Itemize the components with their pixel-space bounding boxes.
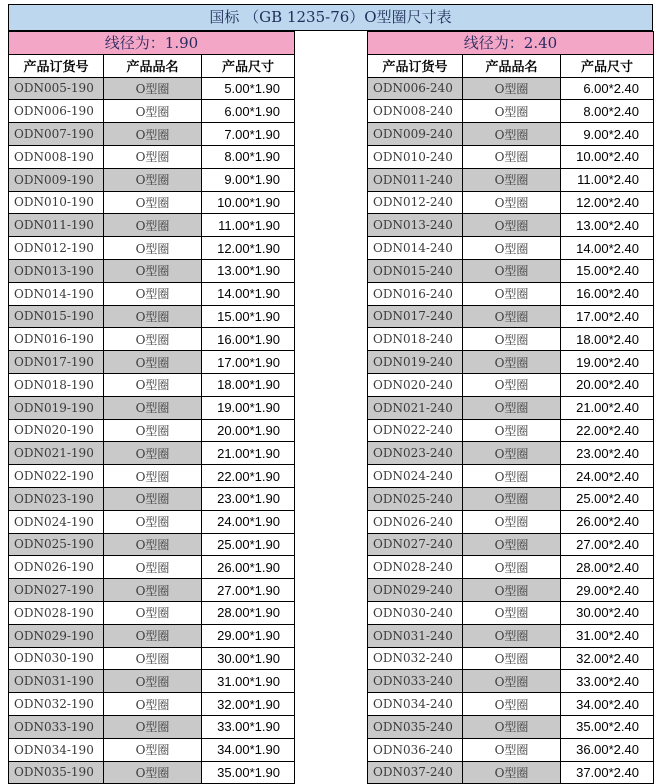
product-size-cell: 25.00*1.90: [202, 533, 295, 556]
product-size-cell: 13.00*2.40: [561, 214, 654, 237]
product-name-cell: O型圈: [463, 214, 561, 237]
table-row: [368, 715, 654, 738]
product-size-cell: 24.00*1.90: [202, 510, 295, 533]
table-row: [368, 282, 654, 305]
order-code-cell: ODN034-240: [368, 693, 463, 716]
product-size-cell: 19.00*2.40: [561, 351, 654, 374]
product-size-cell: 34.00*2.40: [561, 693, 654, 716]
product-name-cell: O型圈: [463, 510, 561, 533]
product-name-cell: O型圈: [463, 670, 561, 693]
order-code-cell: ODN023-240: [368, 442, 463, 465]
table-row: [9, 191, 295, 214]
product-size-cell: 28.00*2.40: [561, 556, 654, 579]
product-name-cell: O型圈: [463, 601, 561, 624]
table-row: [9, 100, 295, 123]
table-row: [9, 328, 295, 351]
product-name-cell: O型圈: [463, 556, 561, 579]
order-code-cell: ODN025-240: [368, 487, 463, 510]
order-code-cell: ODN031-240: [368, 624, 463, 647]
product-size-cell: 29.00*1.90: [202, 624, 295, 647]
product-name-cell: O型圈: [104, 373, 202, 396]
product-name-cell: O型圈: [104, 465, 202, 488]
order-code-cell: ODN012-240: [368, 191, 463, 214]
order-code-cell: ODN026-240: [368, 510, 463, 533]
table-row: [9, 624, 295, 647]
product-size-cell: 34.00*1.90: [202, 738, 295, 761]
product-size-cell: 22.00*1.90: [202, 465, 295, 488]
product-size-cell: 28.00*1.90: [202, 601, 295, 624]
order-code-cell: ODN008-190: [9, 145, 104, 168]
table-row: [9, 579, 295, 602]
product-size-cell: 33.00*1.90: [202, 715, 295, 738]
order-code-cell: ODN016-240: [368, 282, 463, 305]
product-size-cell: 15.00*2.40: [561, 259, 654, 282]
product-name-cell: O型圈: [463, 77, 561, 100]
product-name-cell: O型圈: [104, 693, 202, 716]
product-size-cell: 9.00*2.40: [561, 123, 654, 146]
table-row: [368, 465, 654, 488]
table-row: [368, 373, 654, 396]
table-row: [9, 373, 295, 396]
order-code-cell: ODN006-190: [9, 100, 104, 123]
product-size-cell: 16.00*1.90: [202, 328, 295, 351]
product-name-cell: O型圈: [104, 556, 202, 579]
product-size-cell: 10.00*2.40: [561, 145, 654, 168]
table-row: [9, 396, 295, 419]
table-row: [368, 647, 654, 670]
order-code-cell: ODN021-240: [368, 396, 463, 419]
product-size-cell: 11.00*2.40: [561, 168, 654, 191]
product-name-cell: O型圈: [463, 328, 561, 351]
product-name-cell: O型圈: [463, 419, 561, 442]
product-size-cell: 24.00*2.40: [561, 465, 654, 488]
order-code-cell: ODN009-240: [368, 123, 463, 146]
order-code-cell: ODN024-240: [368, 465, 463, 488]
table-row: [368, 351, 654, 374]
product-name-cell: O型圈: [104, 259, 202, 282]
product-name-cell: O型圈: [463, 647, 561, 670]
product-name-cell: O型圈: [463, 123, 561, 146]
table-row: [368, 624, 654, 647]
order-code-cell: ODN031-190: [9, 670, 104, 693]
product-name-cell: O型圈: [104, 579, 202, 602]
table-row: [368, 77, 654, 100]
table-row: [368, 259, 654, 282]
table-row: [9, 761, 295, 784]
order-code-cell: ODN033-240: [368, 670, 463, 693]
order-code-cell: ODN011-240: [368, 168, 463, 191]
product-name-cell: O型圈: [463, 579, 561, 602]
table-row: [9, 556, 295, 579]
order-code-cell: ODN030-240: [368, 601, 463, 624]
table-row: [368, 237, 654, 260]
product-name-cell: O型圈: [104, 351, 202, 374]
table-row: [368, 419, 654, 442]
order-code-cell: ODN020-190: [9, 419, 104, 442]
order-code-cell: ODN037-240: [368, 761, 463, 784]
table-row: [9, 419, 295, 442]
order-code-cell: ODN014-190: [9, 282, 104, 305]
product-name-cell: O型圈: [104, 168, 202, 191]
product-size-cell: 9.00*1.90: [202, 168, 295, 191]
order-code-cell: ODN025-190: [9, 533, 104, 556]
page-title: 国标 （GB 1235-76）O型圈尺寸表: [8, 4, 653, 31]
order-code-cell: ODN016-190: [9, 328, 104, 351]
table-row: [9, 442, 295, 465]
order-code-cell: ODN028-190: [9, 601, 104, 624]
product-size-cell: 6.00*1.90: [202, 100, 295, 123]
product-name-cell: O型圈: [104, 237, 202, 260]
product-size-cell: 31.00*2.40: [561, 624, 654, 647]
product-name-cell: O型圈: [104, 487, 202, 510]
product-size-cell: 32.00*2.40: [561, 647, 654, 670]
product-name-cell: O型圈: [104, 738, 202, 761]
table-row: [9, 533, 295, 556]
table-row: [368, 693, 654, 716]
product-name-cell: O型圈: [463, 191, 561, 214]
product-name-cell: O型圈: [104, 214, 202, 237]
table-row: [9, 647, 295, 670]
table-row: [9, 305, 295, 328]
product-size-cell: 14.00*1.90: [202, 282, 295, 305]
order-code-cell: ODN010-190: [9, 191, 104, 214]
column-header-code: 产品订货号: [368, 54, 463, 77]
order-code-cell: ODN017-190: [9, 351, 104, 374]
order-code-cell: ODN008-240: [368, 100, 463, 123]
order-code-cell: ODN029-190: [9, 624, 104, 647]
product-size-cell: 7.00*1.90: [202, 123, 295, 146]
product-name-cell: O型圈: [463, 282, 561, 305]
product-size-cell: 13.00*1.90: [202, 259, 295, 282]
product-name-cell: O型圈: [463, 465, 561, 488]
order-code-cell: ODN019-240: [368, 351, 463, 374]
product-name-cell: O型圈: [104, 601, 202, 624]
order-code-cell: ODN028-240: [368, 556, 463, 579]
order-code-cell: ODN013-190: [9, 259, 104, 282]
order-code-cell: ODN021-190: [9, 442, 104, 465]
product-name-cell: O型圈: [463, 373, 561, 396]
product-size-cell: 20.00*1.90: [202, 419, 295, 442]
order-code-cell: ODN006-240: [368, 77, 463, 100]
product-name-cell: O型圈: [463, 738, 561, 761]
product-name-cell: O型圈: [104, 328, 202, 351]
product-size-cell: 27.00*2.40: [561, 533, 654, 556]
column-header-size: 产品尺寸: [561, 54, 654, 77]
product-name-cell: O型圈: [104, 761, 202, 784]
product-size-cell: 35.00*1.90: [202, 761, 295, 784]
product-name-cell: O型圈: [463, 168, 561, 191]
product-size-cell: 5.00*1.90: [202, 77, 295, 100]
order-code-cell: ODN018-240: [368, 328, 463, 351]
order-code-cell: ODN030-190: [9, 647, 104, 670]
table-row: [368, 214, 654, 237]
size-table-2-40: [367, 31, 654, 784]
order-code-cell: ODN011-190: [9, 214, 104, 237]
product-name-cell: O型圈: [463, 351, 561, 374]
table-row: [368, 100, 654, 123]
product-size-cell: 30.00*2.40: [561, 601, 654, 624]
product-size-cell: 6.00*2.40: [561, 77, 654, 100]
product-name-cell: O型圈: [104, 77, 202, 100]
product-name-cell: O型圈: [104, 123, 202, 146]
product-name-cell: O型圈: [463, 100, 561, 123]
product-name-cell: O型圈: [463, 693, 561, 716]
product-size-cell: 26.00*2.40: [561, 510, 654, 533]
table-row: [368, 442, 654, 465]
table-row: [368, 601, 654, 624]
order-code-cell: ODN036-240: [368, 738, 463, 761]
table-row: [9, 214, 295, 237]
order-code-cell: ODN035-190: [9, 761, 104, 784]
order-code-cell: ODN033-190: [9, 715, 104, 738]
table-row: [368, 579, 654, 602]
table-row: [9, 123, 295, 146]
table-row: [9, 510, 295, 533]
order-code-cell: ODN027-190: [9, 579, 104, 602]
product-size-cell: 37.00*2.40: [561, 761, 654, 784]
product-name-cell: O型圈: [463, 237, 561, 260]
product-name-cell: O型圈: [104, 282, 202, 305]
size-table-1-90: [8, 31, 295, 784]
table-row: [368, 145, 654, 168]
product-size-cell: 25.00*2.40: [561, 487, 654, 510]
table-row: [9, 282, 295, 305]
product-size-cell: 15.00*1.90: [202, 305, 295, 328]
order-code-cell: ODN034-190: [9, 738, 104, 761]
product-size-cell: 19.00*1.90: [202, 396, 295, 419]
product-size-cell: 23.00*2.40: [561, 442, 654, 465]
table-row: [9, 487, 295, 510]
table-row: [9, 145, 295, 168]
table-row: [9, 168, 295, 191]
product-size-cell: 32.00*1.90: [202, 693, 295, 716]
order-code-cell: ODN035-240: [368, 715, 463, 738]
table-row: [9, 465, 295, 488]
product-size-cell: 16.00*2.40: [561, 282, 654, 305]
product-name-cell: O型圈: [104, 670, 202, 693]
table-row: [368, 510, 654, 533]
table-row: [368, 556, 654, 579]
product-size-cell: 20.00*2.40: [561, 373, 654, 396]
product-name-cell: O型圈: [463, 624, 561, 647]
order-code-cell: ODN023-190: [9, 487, 104, 510]
order-code-cell: ODN019-190: [9, 396, 104, 419]
order-code-cell: ODN032-240: [368, 647, 463, 670]
product-size-cell: 35.00*2.40: [561, 715, 654, 738]
table-row: [368, 168, 654, 191]
table-row: [9, 738, 295, 761]
table-row: [9, 237, 295, 260]
product-name-cell: O型圈: [463, 259, 561, 282]
product-size-cell: 21.00*2.40: [561, 396, 654, 419]
table-row: [9, 693, 295, 716]
product-size-cell: 18.00*1.90: [202, 373, 295, 396]
product-name-cell: O型圈: [463, 487, 561, 510]
product-size-cell: 22.00*2.40: [561, 419, 654, 442]
column-header-code: 产品订货号: [9, 54, 104, 77]
product-name-cell: O型圈: [104, 396, 202, 419]
order-code-cell: ODN010-240: [368, 145, 463, 168]
product-size-cell: 36.00*2.40: [561, 738, 654, 761]
table-row: [368, 487, 654, 510]
table-row: [9, 670, 295, 693]
product-name-cell: O型圈: [104, 533, 202, 556]
table-row: [9, 351, 295, 374]
order-code-cell: ODN014-240: [368, 237, 463, 260]
order-code-cell: ODN022-240: [368, 419, 463, 442]
product-name-cell: O型圈: [104, 647, 202, 670]
product-name-cell: O型圈: [104, 510, 202, 533]
product-size-cell: 10.00*1.90: [202, 191, 295, 214]
product-name-cell: O型圈: [104, 624, 202, 647]
table-row: [368, 123, 654, 146]
product-name-cell: O型圈: [463, 442, 561, 465]
diameter-label: 线径为：1.90: [9, 32, 295, 55]
product-name-cell: O型圈: [104, 145, 202, 168]
product-size-cell: 8.00*2.40: [561, 100, 654, 123]
product-name-cell: O型圈: [104, 442, 202, 465]
product-size-cell: 12.00*1.90: [202, 237, 295, 260]
table-row: [368, 396, 654, 419]
table-row: [368, 738, 654, 761]
column-header-size: 产品尺寸: [202, 54, 295, 77]
order-code-cell: ODN024-190: [9, 510, 104, 533]
product-size-cell: 27.00*1.90: [202, 579, 295, 602]
table-row: [9, 259, 295, 282]
order-code-cell: ODN026-190: [9, 556, 104, 579]
product-size-cell: 21.00*1.90: [202, 442, 295, 465]
table-row: [368, 670, 654, 693]
product-size-cell: 26.00*1.90: [202, 556, 295, 579]
column-header-name: 产品品名: [463, 54, 561, 77]
product-size-cell: 8.00*1.90: [202, 145, 295, 168]
table-row: [368, 761, 654, 784]
order-code-cell: ODN015-190: [9, 305, 104, 328]
order-code-cell: ODN012-190: [9, 237, 104, 260]
order-code-cell: ODN015-240: [368, 259, 463, 282]
product-name-cell: O型圈: [463, 396, 561, 419]
order-code-cell: ODN020-240: [368, 373, 463, 396]
product-size-cell: 12.00*2.40: [561, 191, 654, 214]
product-size-cell: 33.00*2.40: [561, 670, 654, 693]
product-size-cell: 23.00*1.90: [202, 487, 295, 510]
order-code-cell: ODN017-240: [368, 305, 463, 328]
table-row: [368, 533, 654, 556]
product-size-cell: 14.00*2.40: [561, 237, 654, 260]
table-row: [9, 77, 295, 100]
product-name-cell: O型圈: [463, 761, 561, 784]
table-row: [368, 191, 654, 214]
order-code-cell: ODN005-190: [9, 77, 104, 100]
product-size-cell: 30.00*1.90: [202, 647, 295, 670]
product-size-cell: 18.00*2.40: [561, 328, 654, 351]
product-name-cell: O型圈: [463, 145, 561, 168]
order-code-cell: ODN018-190: [9, 373, 104, 396]
product-size-cell: 31.00*1.90: [202, 670, 295, 693]
product-name-cell: O型圈: [463, 533, 561, 556]
product-name-cell: O型圈: [463, 305, 561, 328]
column-header-name: 产品品名: [104, 54, 202, 77]
table-row: [9, 601, 295, 624]
order-code-cell: ODN029-240: [368, 579, 463, 602]
order-code-cell: ODN027-240: [368, 533, 463, 556]
product-size-cell: 17.00*2.40: [561, 305, 654, 328]
table-row: [9, 715, 295, 738]
order-code-cell: ODN032-190: [9, 693, 104, 716]
product-name-cell: O型圈: [463, 715, 561, 738]
product-name-cell: O型圈: [104, 305, 202, 328]
product-size-cell: 17.00*1.90: [202, 351, 295, 374]
product-name-cell: O型圈: [104, 100, 202, 123]
table-row: [368, 328, 654, 351]
order-code-cell: ODN022-190: [9, 465, 104, 488]
product-name-cell: O型圈: [104, 191, 202, 214]
product-size-cell: 29.00*2.40: [561, 579, 654, 602]
order-code-cell: ODN007-190: [9, 123, 104, 146]
table-row: [368, 305, 654, 328]
order-code-cell: ODN009-190: [9, 168, 104, 191]
product-name-cell: O型圈: [104, 419, 202, 442]
order-code-cell: ODN013-240: [368, 214, 463, 237]
product-name-cell: O型圈: [104, 715, 202, 738]
product-size-cell: 11.00*1.90: [202, 214, 295, 237]
diameter-label: 线径为：2.40: [368, 32, 654, 55]
